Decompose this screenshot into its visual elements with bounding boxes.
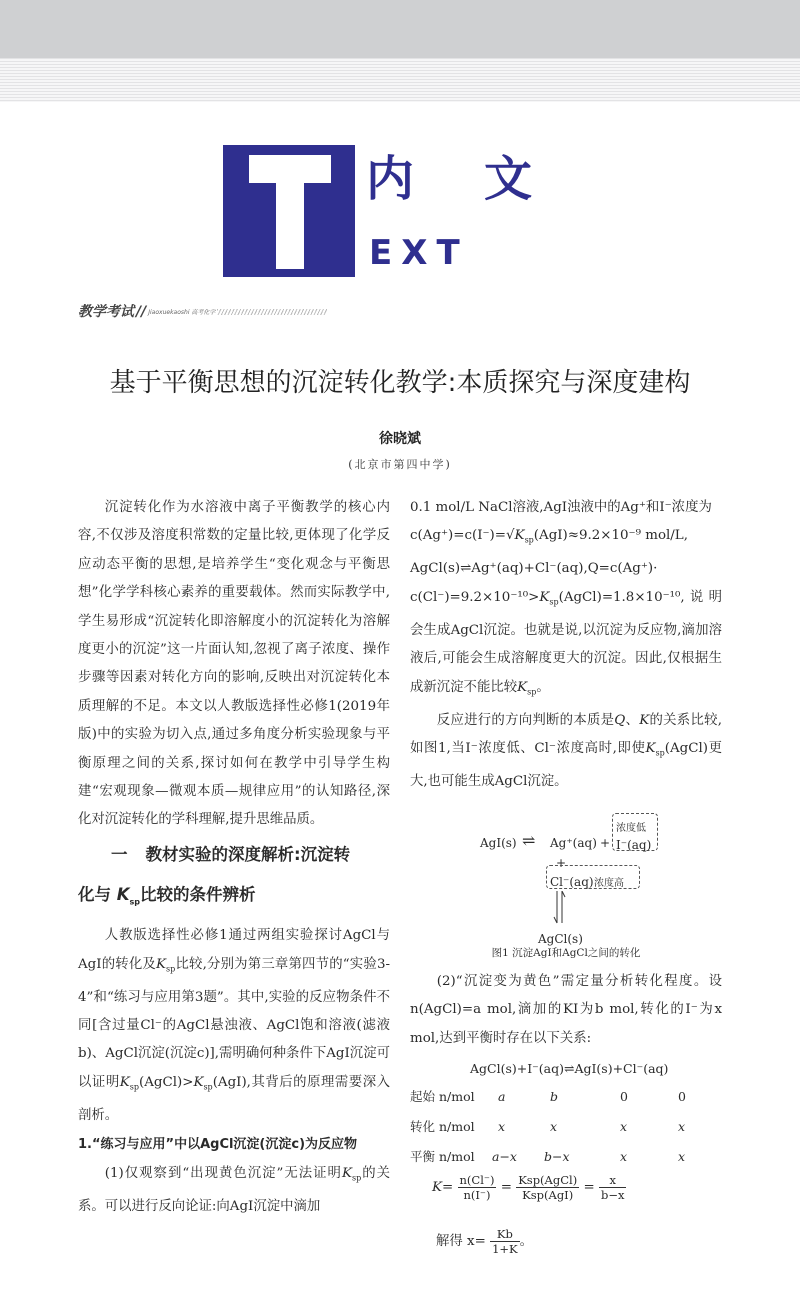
ice-reaction: AgCl(s)+I⁻(aq)⇌AgI(s)+Cl⁻(aq) <box>470 1060 669 1076</box>
fraction: $\frac{\text{Ksp(AgCl)}}{\text{Ksp(AgI)}}$ <box>518 1172 578 1202</box>
ice-cell: 0 <box>678 1088 686 1104</box>
subsection-heading-1: 1.“练习与应用”中以AgCl沉淀(沉淀c)为反应物 <box>78 1137 358 1153</box>
k-expression: K= $\frac{n(Cl^-)}{n(I^-)}$ = $\frac{\text{Ksp(AgCl)}}{\text{Ksp(AgI)}}$ = $\frac{x}{b-x}$ <box>432 1172 625 1202</box>
subsection-1-paragraph: (1)仅观察到“出现黄色沉淀”无法证明$K_{sp}$的关系。可以进行反向论证:向AgI沉淀中滴加 <box>78 1166 390 1215</box>
ice-cell: x <box>678 1148 686 1164</box>
intro-paragraph: 沉淀转化作为水溶液中离子平衡教学的核心内容,不仅涉及溶度积常数的定量比较,更体现了化学反应动态平衡的思想,是培养学生“变化观念与平衡思想”化学学科核心素养的重要载体。然而实际教学中,学生易形成“沉淀转化即溶解度小的沉淀转化为溶解度更小的沉淀”这一片面认知,忽视了离子浓度、操作步骤等因素对转化方向的影响,反映出对沉淀转化本质理解的不足。本文以人教版选择性必修1(2019年版)中的实验为切入点,通过多角度分析实验现象与平衡原理之间的关系,探讨如何在教学中引导学生构建“宏观现象—微观本质—规律应用”的认知路径,深化对沉淀转化的学科理解,提升思维品质。 <box>78 500 390 828</box>
direction-paragraph: 反应进行的方向判断的本质是Q、K的关系比较,如图1,当I⁻浓度低、Cl⁻浓度高时,即使$K_{sp}(AgCl)$更大,也可能生成AgCl沉淀。 <box>410 712 723 790</box>
fig-plus: + <box>600 835 611 850</box>
column-name: 教学考试 <box>78 304 134 320</box>
fig-vertical-arrow <box>552 891 568 925</box>
section-heading-1: 一 教材实验的深度解析:沉淀转 化与 $K_{sp}$比较的条件辨析 <box>78 844 351 907</box>
ice-cell: b <box>550 1088 559 1104</box>
column-title-en: EXT <box>369 233 469 273</box>
fig-ag-ion: Ag⁺(aq) <box>550 835 597 850</box>
ice-row-label: 平衡 n/mol <box>410 1148 475 1164</box>
article-author: 徐晓斌 <box>379 431 421 447</box>
figure-1-caption: 图1 沉淀AgI和AgCl之间的转化 <box>491 946 641 959</box>
solution-line: 解得 x= $\frac{Kb}{1+K}$ 。 <box>436 1226 534 1256</box>
figure-1 <box>410 797 722 946</box>
header-band-lines <box>0 58 800 102</box>
right-continued-paragraph: 0.1 mol/L NaCl溶液,AgI浊液中的Ag⁺和I⁻浓度为 $c(Ag^+)=c(I^-)=√K_{sp}(AgI)\approx 9.2\times 10^{-9}$ mol/L, AgCl(s)⇌Ag⁺(aq)+Cl⁻(aq),Q=c(Ag⁺)· $c(Cl^-)=9.2\times 10^{-10}>K_{sp}(AgCl)=1.8\times 10^{-10}$,说明会生成AgCl沉淀。也就是说,以沉淀为反应物,滴加溶液后,可能会生成溶解度更大的沉淀。因此,仅根据生成新沉淀不能比较$K_{sp}$。 <box>410 500 722 697</box>
article-title: 基于平衡思想的沉淀转化教学:本质探究与深度建构 <box>109 368 691 398</box>
ice-cell: x <box>620 1148 628 1164</box>
ice-cell: x <box>498 1118 506 1134</box>
quantitative-paragraph: (2)“沉淀变为黄色”需定量分析转化程度。设n(AgCl)=a mol,滴加的KI为b mol,转化的I⁻为x mol,达到平衡时存在以下关系: <box>410 973 722 1046</box>
right-column <box>410 494 722 1256</box>
header-band <box>0 0 800 58</box>
fraction: $\frac{n(Cl^-)}{n(I^-)}$ <box>459 1172 495 1202</box>
ice-cell: x <box>620 1118 628 1134</box>
ice-cell: x <box>550 1118 558 1134</box>
ice-cell: b−x <box>544 1148 570 1164</box>
fig-equilibrium-arrow: ⇌ <box>522 830 536 850</box>
fraction: $\frac{x}{b-x}$ <box>600 1172 625 1202</box>
fig-high-label: 浓度高 <box>594 877 624 889</box>
fig-agcl: AgCl(s) <box>538 931 583 946</box>
ice-row-label: 转化 n/mol <box>410 1118 475 1134</box>
section-1-paragraph: 人教版选择性必修1通过两组实验探讨AgCl与AgI的转化及$K_{sp}$比较,分别为第三章第四节的“实验3-4”和“练习与应用第3题”。其中,实验的反应物条件不同[含过量Cl⁻的AgCl悬浊液、AgCl饱和溶液(滤液b)、AgCl沉淀(沉淀c)],需明确何种条件下AgI沉淀可以证明$K_{sp}(AgCl)>K_{sp}(AgI)$,其背后的原理需要深入剖析。 <box>78 928 390 1123</box>
hatch-decoration <box>217 309 327 315</box>
ice-cell: x <box>678 1118 686 1134</box>
big-t-logo <box>223 145 355 277</box>
fig-chloride: Cl⁻(aq) <box>550 874 594 889</box>
column-title-cn: 内文 <box>366 151 603 207</box>
column-tag: 教学考试 // Jiaoxuekaoshi 高考化学 <box>78 301 327 321</box>
article-affiliation: (北京市第四中学) <box>348 458 452 471</box>
left-column <box>78 494 390 1222</box>
ice-cell: 0 <box>620 1088 628 1104</box>
fig-iodide: I⁻(aq) <box>616 837 652 852</box>
ice-cell: a−x <box>492 1148 517 1164</box>
fig-low-label: 浓度低 <box>616 822 646 834</box>
fraction: $\frac{Kb}{1+K}$ <box>492 1226 518 1256</box>
ice-table <box>410 1053 722 1173</box>
fig-plus-2: + <box>556 855 567 870</box>
ice-cell: a <box>498 1088 506 1104</box>
k-symbol: K= <box>432 1179 454 1195</box>
ice-row-label: 起始 n/mol <box>410 1088 475 1104</box>
fig-agi: AgI(s) <box>480 835 517 850</box>
column-sub: Jiaoxuekaoshi 高考化学 <box>148 308 216 316</box>
